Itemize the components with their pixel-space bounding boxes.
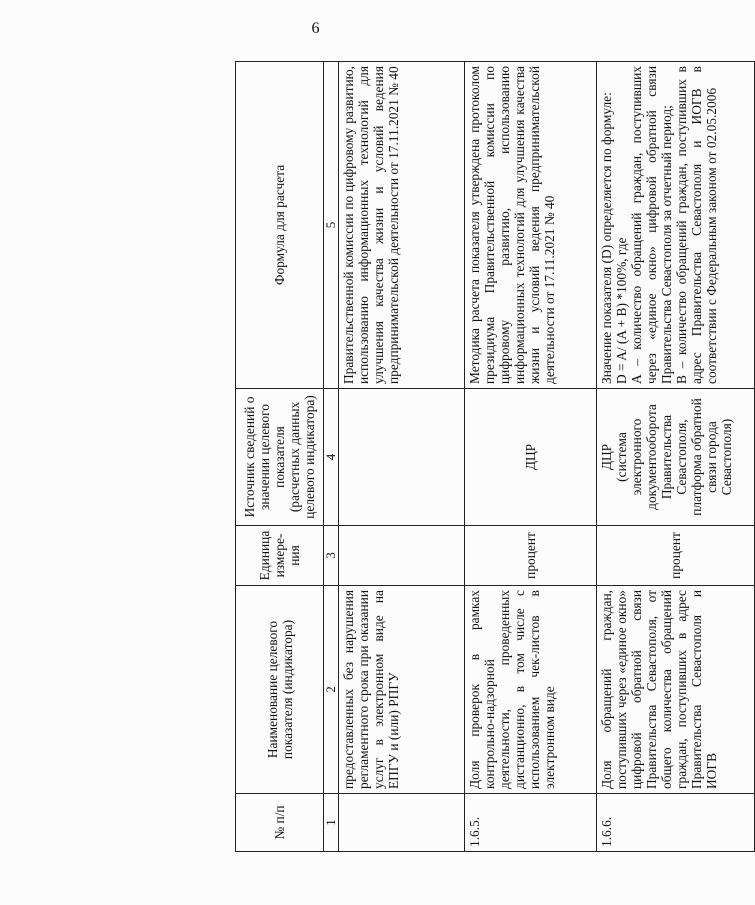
header-unit: Единица измере-ния [236, 526, 324, 586]
column-number: 4 [324, 389, 339, 526]
formula-line: A – количество обращений граждан, поступивших через «единое окно» цифровой обратной связи Правительства Севастополя за отчетный период; [629, 66, 674, 384]
row-source-cell [597, 389, 755, 526]
column-number-row [324, 62, 339, 852]
row-source-title: ДЦР [599, 443, 614, 471]
row-unit: процент [597, 526, 755, 586]
row-source: (система электронного документооборота Правительства Севастополя, платформа обратной связи города Севастополя) [614, 398, 734, 516]
row-name: Доля обращений граждан, поступивших через «единое окно» цифровой обратной связи Правительства Севастополя, от общего количества обращений граждан, поступивших в адрес Правительства Севастополя и ИОГВ [597, 586, 755, 794]
column-number: 1 [324, 794, 339, 852]
header-source: Источник сведений о значении целевого показателя (расчетных данных целевого индикатора) [236, 389, 324, 526]
row-name: Доля проверок в рамках контрольно-надзорной деятельности, проведенных дистанционно, в том числе с использованием чек-листов в электронном виде [465, 586, 597, 794]
formula-line: Значение показателя (D) определяется по формуле: [599, 92, 614, 384]
page-number: 6 [311, 20, 320, 37]
row-unit: процент [465, 526, 597, 586]
column-number: 3 [324, 526, 339, 586]
row-formula: Правительственной комиссии по цифровому развитию, использованию информационных технологий для улучшения качества жизни и условий ведения предпринимательской деятельности от 17.11.2021 № 40 [339, 62, 465, 389]
formula-line: B – количество обращений граждан, поступивших в адрес Правительства Севастополя и ИОГВ в соответствии с Федеральным законом от 02.05.2006 [674, 66, 719, 384]
row-source: ДЦР [465, 389, 597, 526]
row-source [339, 389, 465, 526]
row-formula: Методика расчета показателя утверждена протоколом президиума Правительственной комиссии по цифровому развитию, использованию информационных технологий для улучшения качества жизни и условий ведения предпринимательской деятельности от 17.11.2021 № 40 [465, 62, 597, 389]
row-num: 1.6.6. [597, 794, 755, 852]
row-formula-cell [597, 62, 755, 389]
indicators-table [235, 61, 755, 852]
header-formula: Формула для расчета [236, 62, 324, 389]
table-row [339, 62, 465, 852]
row-num [339, 794, 465, 852]
formula-line: D = A/ (A + B) *100%, где [614, 237, 629, 384]
header-name: Наименование целевого показателя (индикатора) [236, 586, 324, 794]
table-row [597, 62, 755, 852]
rotated-table-container [235, 62, 755, 852]
row-name: предоставленных без нарушения регламентного срока при оказании услуг в электронном виде на ЕПГУ и (или) РПГУ [339, 586, 465, 794]
row-unit [339, 526, 465, 586]
column-number: 2 [324, 586, 339, 794]
table-header-row [236, 62, 324, 852]
header-num: № п/п [236, 794, 324, 852]
row-num: 1.6.5. [465, 794, 597, 852]
table-row [465, 62, 597, 852]
column-number: 5 [324, 62, 339, 389]
